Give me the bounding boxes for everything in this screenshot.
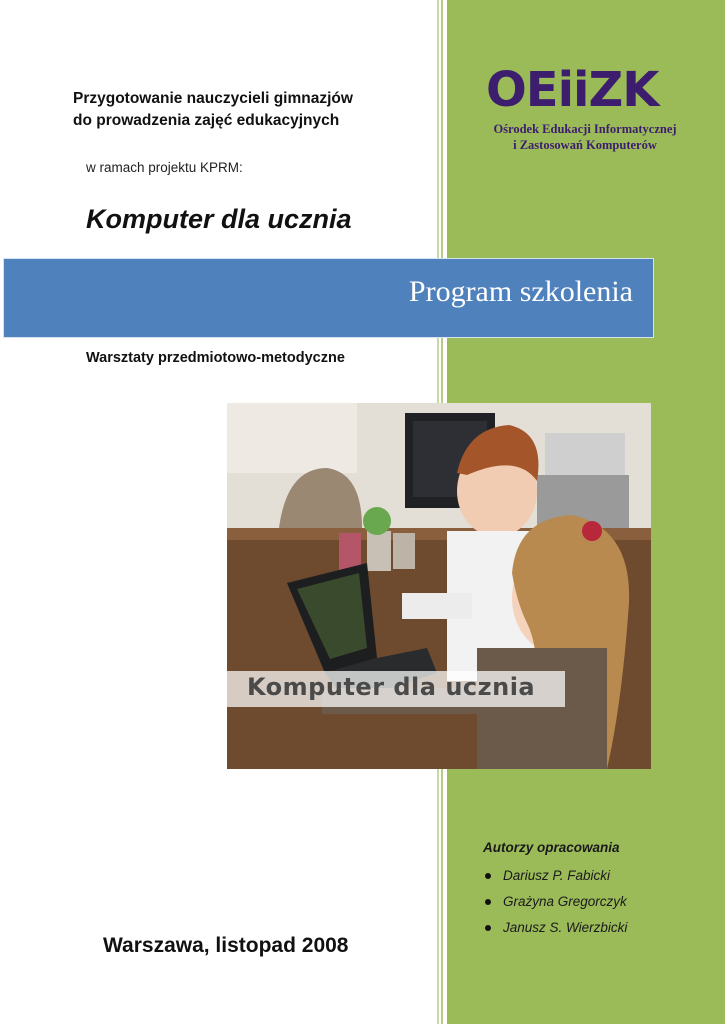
author-item: Grażyna Gregorczyk — [483, 889, 627, 915]
authors-section — [483, 840, 627, 941]
intro-text — [73, 88, 353, 132]
title-banner — [3, 258, 654, 338]
logo-line-1: Ośrodek Edukacji Informatycznej — [493, 122, 677, 136]
logo-line-2: i Zastosowań Komputerów — [513, 138, 657, 152]
photo-caption — [227, 671, 565, 707]
document-title: Komputer dla ucznia — [86, 204, 352, 234]
project-line: w ramach projektu KPRM: — [86, 160, 243, 175]
banner-text: Program szkolenia — [408, 275, 633, 308]
subtitle: Warsztaty przedmiotowo-metodyczne — [86, 350, 345, 366]
logo-mark: OEiiZK — [486, 62, 659, 118]
children-laptop-illustration — [227, 403, 651, 769]
authors-heading: Autorzy opracowania — [483, 840, 620, 855]
intro-line-2: do prowadzenia zajęć edukacyjnych — [73, 112, 340, 129]
author-item: Dariusz P. Fabicki — [483, 863, 627, 889]
place-date: Warszawa, listopad 2008 — [103, 934, 349, 957]
intro-line-1: Przygotowanie nauczycieli gimnazjów — [73, 90, 353, 107]
cover-photo — [227, 403, 651, 769]
oeiizk-logo — [480, 62, 690, 162]
author-item: Janusz S. Wierzbicki — [483, 915, 627, 941]
photo-caption-text: Komputer dla ucznia — [247, 673, 536, 701]
authors-list — [483, 863, 627, 941]
